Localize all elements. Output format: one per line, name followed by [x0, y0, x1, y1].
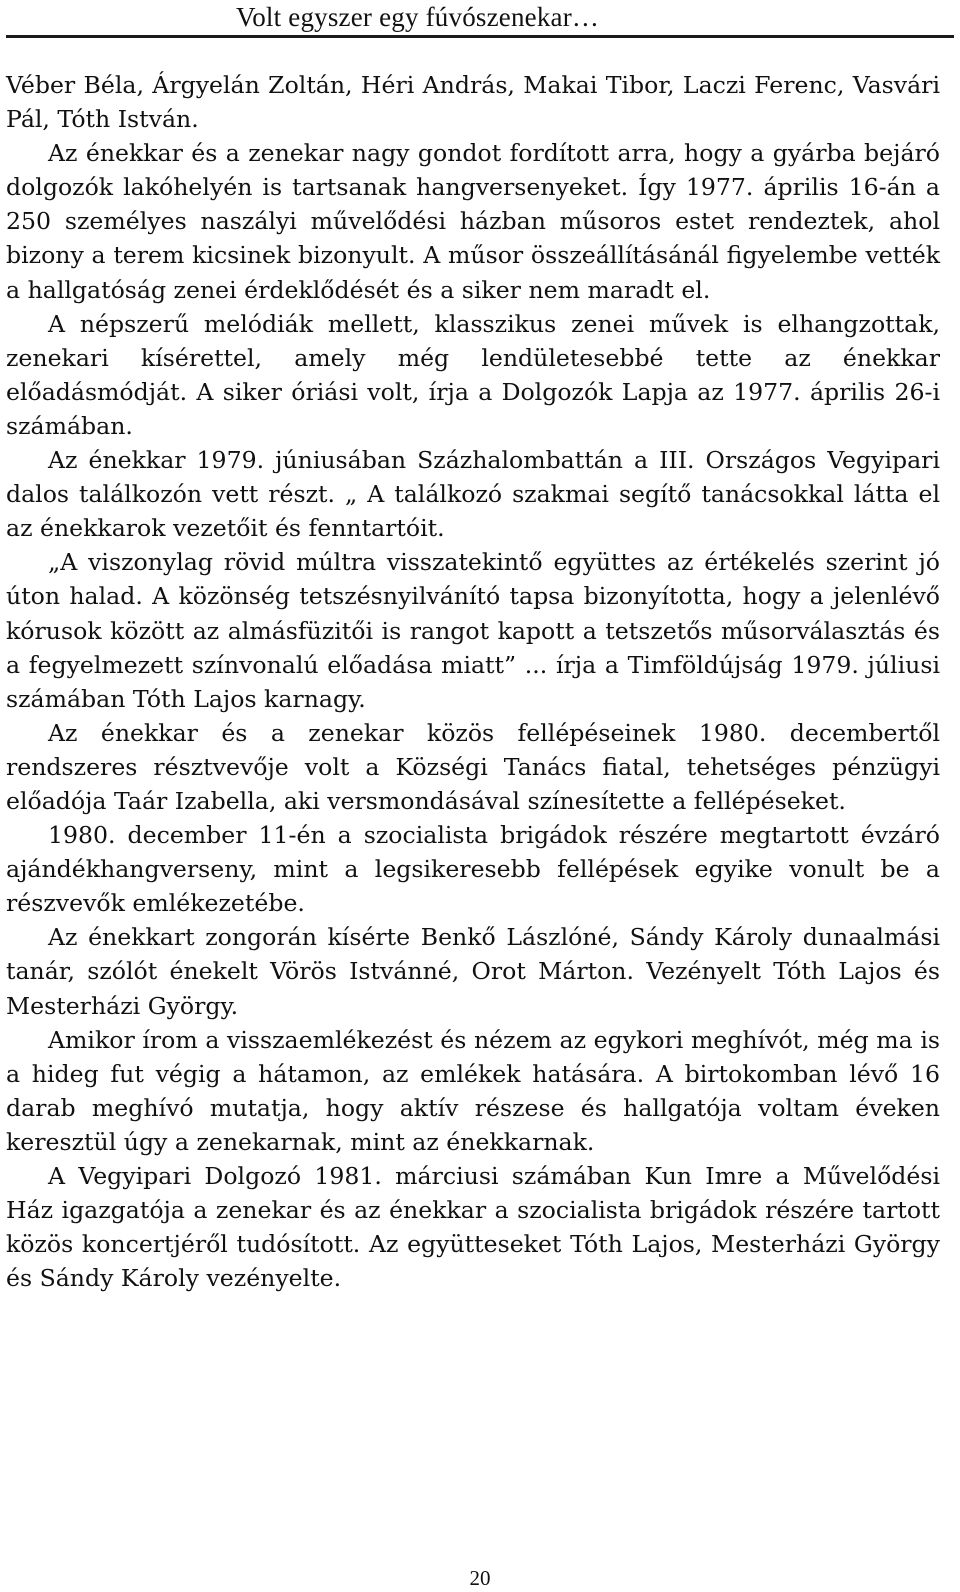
paragraph: Az énekkar és a zenekar nagy gondot fordított arra, hogy a gyárba bejáró dolgozók lakóhelyén is tartsanak hangversenyeket. Így 1977. április 16-án a 250 személyes naszályi művelődési házban műsoros estet rendeztek, ahol bizony a terem kicsinek bizonyult. A műsor összeállításánál figyelembe vették a hallgatóság zenei érdeklődését és a siker nem maradt el. [6, 139, 940, 304]
body-text [6, 68, 940, 1295]
paragraph: „A viszonylag rövid múltra visszatekintő együttes az értékelés szerint jó úton halad. A közönség tetszésnyilvánító tapsa bizonyította, hogy a jelenlévő kórusok között az almásfüzitői is rangot kapott a tetszetős műsorválasztás és a fegyelmezett színvonalú előadása miatt” ... írja a Timföldújság 1979. júliusi számában Tóth Lajos karnagy. [6, 548, 940, 713]
paragraph: Az énekkar és a zenekar közös fellépéseinek 1980. decembertől rendszeres résztvevője volt a Községi Tanács fiatal, tehetséges pénzügyi előadója Taár Izabella, aki versmondásával színesítette a fellépéseket. [6, 718, 940, 815]
paragraph: Amikor írom a visszaemlékezést és nézem az egykori meghívót, még ma is a hideg fut végig a hátamon, az emlékek hatására. A birtokomban lévő 16 darab meghívó mutatja, hogy aktív részese és hallgatója voltam éveken keresztül úgy a zenekarnak, mint az énekkarnak. [6, 1025, 940, 1156]
paragraph: A népszerű melódiák mellett, klasszikus zenei művek is elhangzottak, zenekari kísérettel, amely még lendületesebbé tette az énekkar előadásmódját. A siker óriási volt, írja a Dolgozók Lapja az 1977. április 26-i számában. [6, 309, 940, 440]
page-number: 20 [469, 1566, 491, 1590]
running-header [0, 0, 960, 34]
paragraph: 1980. december 11-én a szocialista brigádok részére megtartott évzáró ajándékhangverseny, mint a legsikeresebb fellépések egyike vonult be a részvevők emlékezetébe. [6, 821, 940, 918]
paragraph: A Vegyipari Dolgozó 1981. márciusi számában Kun Imre a Művelődési Ház igazgatója a zenekar és az énekkar a szocialista brigádok részére tartott közös koncertjéről tudósított. Az együtteseket Tóth Lajos, Mesterházi György és Sándy Károly vezényelte. [6, 1162, 940, 1293]
running-title: Volt egyszer egy fúvószenekar… [236, 2, 600, 32]
header-rule [6, 35, 954, 38]
paragraph: Véber Béla, Árgyelán Zoltán, Héri András, Makai Tibor, Laczi Ferenc, Vasvári Pál, Tóth István. [6, 71, 940, 134]
paragraph: Az énekkart zongorán kísérte Benkő Lászlóné, Sándy Károly dunaalmási tanár, szólót énekelt Vörös Istvánné, Orot Márton. Vezényelt Tóth Lajos és Mesterházi György. [6, 923, 940, 1020]
paragraph: Az énekkar 1979. júniusában Százhalombattán a III. Országos Vegyipari dalos találkozón vett részt. „ A találkozó szakmai segítő tanácsokkal látta el az énekkarok vezetőit és fenntartóit. [6, 446, 940, 543]
